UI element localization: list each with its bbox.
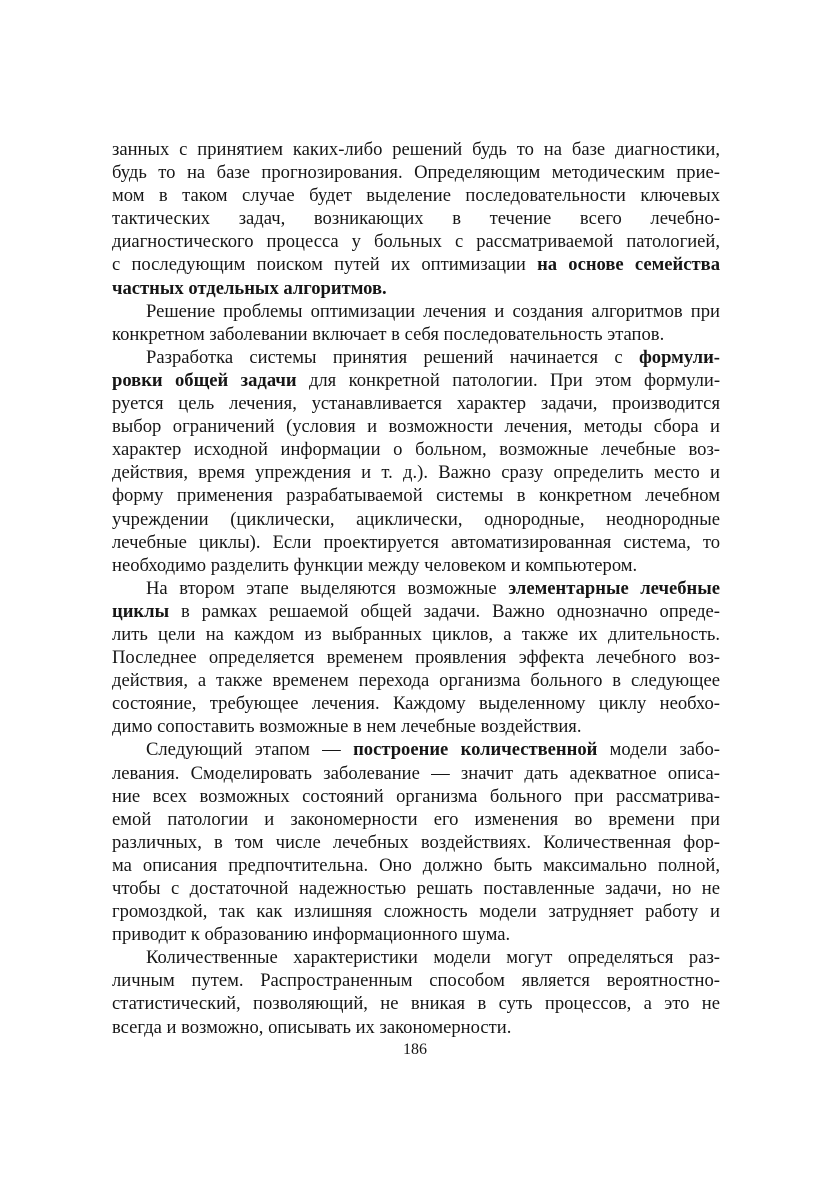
text-run: статистический, позволяющий, не вникая в суть процессов, а это не xyxy=(112,993,720,1015)
text-line xyxy=(112,1016,720,1039)
text-run: чтобы с достаточной надежностью решать поставленные задачи, но не xyxy=(112,878,720,899)
text-run: учреждении (циклически, ациклически, однородные, неоднородные xyxy=(112,508,720,530)
text-run: в рамках решаемой общей задачи. Важно однозначно опреде- xyxy=(169,600,720,622)
text-run: необходимо разделить функции между человеком и компьютером. xyxy=(112,554,638,576)
text-run: действия, а также временем перехода организма больного в следующее xyxy=(112,670,720,692)
text-line xyxy=(112,554,720,577)
text-run: действия, время упреждения и т. д.). Важно сразу определить место и xyxy=(112,462,720,484)
bold-text: на основе семейства xyxy=(537,254,720,276)
text-line xyxy=(112,738,720,761)
text-line xyxy=(112,438,720,461)
text-line xyxy=(112,277,720,300)
bold-text: формули- xyxy=(638,346,720,368)
text-run: лить цели на каждом из выбранных циклов, а также их длительность. xyxy=(112,623,720,645)
text-run: для конкретной патологии. При этом формули- xyxy=(296,369,721,391)
bold-text: ровки общей задачи xyxy=(112,369,297,391)
text-line xyxy=(112,484,720,507)
text-run: будь то на базе прогнозирования. Определяющим методическим прие- xyxy=(112,162,720,184)
text-run: Решение проблемы оптимизации лечения и создания алгоритмов при xyxy=(146,300,720,322)
text-run: Последнее определяется временем проявления эффекта лечебного воз- xyxy=(112,647,720,669)
text-line xyxy=(112,669,720,692)
text-line xyxy=(112,808,720,831)
text-line xyxy=(112,854,720,877)
text-run: личным путем. Распространенным способом является вероятностно- xyxy=(112,970,720,992)
text-line xyxy=(112,577,720,600)
text-line xyxy=(112,230,720,253)
text-run: форму применения разрабатываемой системы в конкретном лечебном xyxy=(112,485,720,507)
text-run: лечебные циклы). Если проектируется автоматизированная система, то xyxy=(112,531,720,553)
text-run: занных с принятием каких-либо решений будь то на базе диагностики, xyxy=(112,139,720,160)
body-text xyxy=(112,138,720,1039)
page-number: 186 xyxy=(403,1041,427,1058)
text-run: тактических задач, возникающих в течение всего лечебно- xyxy=(112,208,720,230)
text-run: различных, в том числе лечебных воздействиях. Количественная фор- xyxy=(112,831,720,853)
text-run: громоздкой, так как излишняя сложность модели затрудняет работу и xyxy=(112,901,720,923)
text-run: димо сопоставить возможные в нем лечебные воздействия. xyxy=(112,716,582,738)
bold-text: построение количественной xyxy=(353,739,598,761)
paragraph xyxy=(112,577,720,739)
text-run: состояние, требующее лечения. Каждому выделенному циклу необхо- xyxy=(112,693,720,715)
text-run: емой патологии и закономерности его изменения во времени при xyxy=(112,808,720,830)
text-line xyxy=(112,969,720,992)
text-line xyxy=(112,323,720,346)
text-run: всегда и возможно, описывать их закономерности. xyxy=(112,1016,512,1038)
text-run: характер исходной информации о больном, возможные лечебные воз- xyxy=(112,439,720,461)
text-line xyxy=(112,831,720,854)
text-line xyxy=(112,184,720,207)
text-line xyxy=(112,300,720,323)
text-line xyxy=(112,346,720,369)
text-line xyxy=(112,623,720,646)
text-line xyxy=(112,923,720,946)
paragraph xyxy=(112,946,720,1038)
text-line xyxy=(112,646,720,669)
text-run: приводит к образованию информационного шума. xyxy=(112,924,511,946)
text-run: ние всех возможных состояний организма больного при рассматрива- xyxy=(112,785,720,807)
bold-text: частных отдельных алгоритмов. xyxy=(112,277,387,299)
text-line xyxy=(112,161,720,184)
text-run: модели забо- xyxy=(597,739,720,761)
paragraph xyxy=(112,138,720,300)
text-line xyxy=(112,785,720,808)
paragraph xyxy=(112,300,720,346)
text-run: мом в таком случае будет выделение последовательности ключевых xyxy=(112,185,720,207)
text-run: левания. Смоделировать заболевание — значит дать адекватное описа- xyxy=(112,762,720,784)
text-line xyxy=(112,600,720,623)
text-line xyxy=(112,877,720,900)
text-line xyxy=(112,461,720,484)
text-line xyxy=(112,508,720,531)
text-line xyxy=(112,762,720,785)
text-run: Разработка системы принятия решений начинается с xyxy=(146,346,639,368)
bold-text: элементарные лечебные xyxy=(508,577,720,599)
text-run: На втором этапе выделяются возможные xyxy=(146,577,509,599)
text-line xyxy=(112,946,720,969)
text-line xyxy=(112,415,720,438)
text-line xyxy=(112,369,720,392)
paragraph xyxy=(112,346,720,577)
text-line xyxy=(112,531,720,554)
text-run: Следующий этапом — xyxy=(146,739,354,761)
text-line xyxy=(112,392,720,415)
text-line xyxy=(112,692,720,715)
text-run: с последующим поиском путей их оптимизации xyxy=(112,254,538,276)
text-run: конкретном заболевании включает в себя последовательность этапов. xyxy=(112,323,665,345)
text-line xyxy=(112,900,720,923)
text-run: руется цель лечения, устанавливается характер задачи, производится xyxy=(112,393,720,415)
text-line xyxy=(112,253,720,276)
text-line xyxy=(112,992,720,1015)
text-line xyxy=(112,715,720,738)
paragraph xyxy=(112,738,720,946)
text-run: ма описания предпочтительна. Оно должно быть максимально полной, xyxy=(112,854,720,876)
text-run: выбор ограничений (условия и возможности лечения, методы сбора и xyxy=(112,416,720,438)
bold-text: циклы xyxy=(112,600,170,622)
text-run: диагностического процесса у больных с рассматриваемой патологией, xyxy=(112,231,720,253)
text-run: Количественные характеристики модели могут определяться раз- xyxy=(146,947,720,969)
text-line xyxy=(112,207,720,230)
text-line xyxy=(112,138,720,161)
